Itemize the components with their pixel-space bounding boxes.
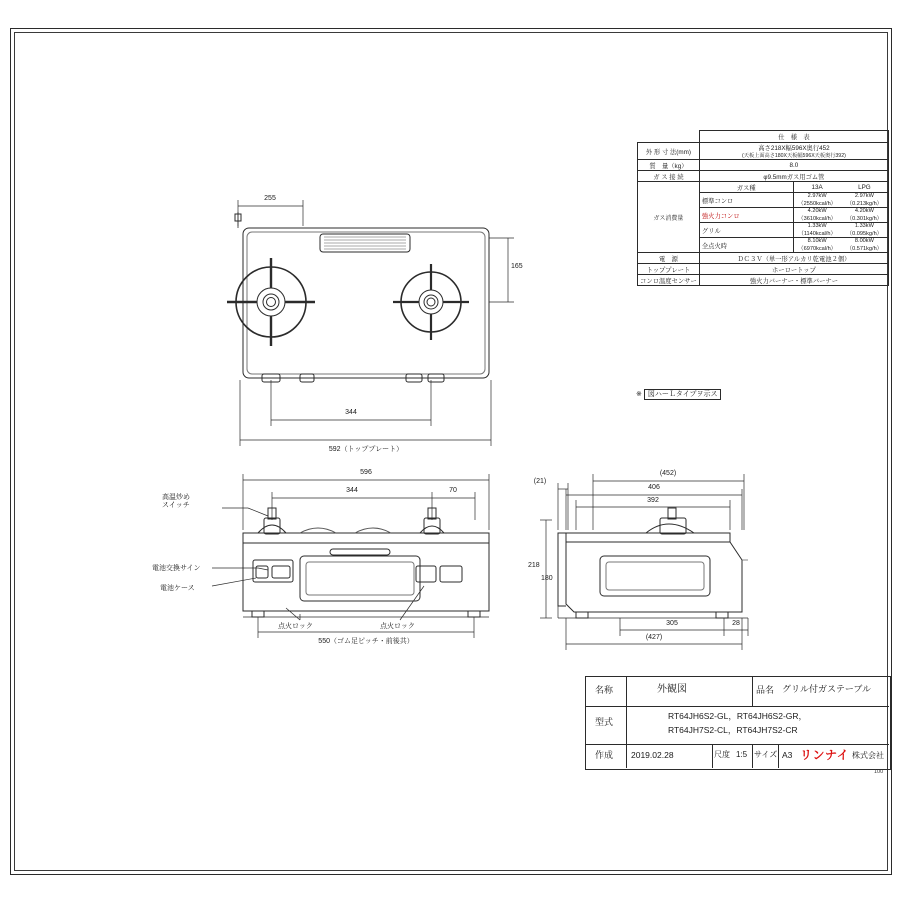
title-item-value: グリル付ガステーブル [782,684,872,694]
callout-battery-case: 電池ケース [160,585,195,592]
title-model-line2: RT64JH7S2-CL，RT64JH7S2-CR [668,725,798,735]
spec-grill-lpg: 1.33kW（0.095kg/h） [846,223,883,237]
type-note-text: 図ハーＬタイプヲ示ス [644,389,722,400]
callout-ignition-lock-right: 点火ロック [380,623,415,630]
spec-header: 仕 様 表 [699,131,888,143]
spec-col-13a: 13A [811,183,823,191]
title-name-label: 名称 [595,685,614,695]
dim-side-392: 392 [647,497,659,504]
spec-gas-type-head: ガス種 [699,182,793,193]
company-logo: リンナイ [800,748,850,762]
spec-total-lpg: 8.00kW（0.571kg/h） [846,238,883,252]
spec-connection-value: φ9.5mmガス用ゴム管 [699,171,888,182]
callout-battery-sign: 電池交換サイン [152,565,201,572]
spec-row-label-weight: 質 量（kg） [638,160,700,171]
front-view-callout-leaders [212,508,424,620]
dim-top-592: 592（トッププレート） [328,446,404,453]
top-view-group [227,212,489,382]
dim-side-21: (21) [533,478,547,485]
callout-high-temp-switch: 高温炒め スイッチ [162,494,190,510]
spec-item-high: 強火力コンロ [699,208,793,223]
dim-side-28: 28 [732,620,740,627]
spec-power-value: ＤＣ３Ｖ（単一形アルカリ乾電池２個） [699,253,888,264]
spec-dim-sub: (天板上面高さ180X天板幅596X天板奥行392) [742,153,846,159]
title-created-value: 2019.02.28 [631,750,674,760]
title-size-label: サイズ [754,750,778,759]
dim-top-255: 255 [264,195,276,202]
spec-high-lpg: 4.20kW（0.301kg/h） [846,208,883,222]
spec-dim-value: 高さ218X幅596X奥行452 [758,145,830,152]
dim-side-406: 406 [648,484,660,491]
spec-item-standard: 標準コンロ [699,193,793,208]
type-note-bullet: ※ [636,391,642,398]
spec-sensor-label: コンロ温度センサー [638,275,700,286]
title-name-value: 外観図 [657,684,687,695]
company-suffix: 株式会社 [852,751,884,760]
spec-total-13a: 8.10kW（6970kcal/h） [798,238,837,252]
spec-item-grill: グリル [699,223,793,238]
title-created-label: 作成 [595,750,614,760]
spec-row-label-connection: ガ ス 接 続 [638,171,700,182]
front-view-group [243,508,489,617]
spec-col-lpg: LPG [858,183,871,191]
callout-ignition-lock-left: 点火ロック [278,623,313,630]
dim-side-218: 218 [528,562,540,569]
title-scale-label: 尺度 [714,750,730,759]
title-scale-value: 1:5 [736,750,748,759]
sheet-number: 100 [874,769,884,775]
spec-power-label: 電 源 [638,253,700,264]
spec-topplate-label: トッププレート [638,264,700,275]
dim-top-165: 165 [511,263,523,270]
spec-standard-lpg: 2.97kW（0.213kg/h） [846,193,883,207]
spec-topplate-value: ホーロートップ [699,264,888,275]
spec-consumption-label: ガス消費量 [638,182,700,253]
spec-sensor-value: 強火力バーナー・標準バーナー [699,275,888,286]
title-model-line1: RT64JH6S2-GL，RT64JH6S2-GR， [668,711,808,721]
title-model-label: 型式 [595,717,614,727]
spec-row-label-dim: 外 形 寸 法(mm) [638,143,700,160]
spec-item-total: 全点火時 [699,238,793,253]
dim-side-427: (427) [645,634,663,641]
side-view-group [558,508,748,618]
dim-side-180: 180 [541,575,553,582]
dim-front-596: 596 [360,469,372,476]
dim-front-550: 550（ゴム足ピッチ・前後共） [318,638,414,645]
title-size-value: A3 [782,750,793,760]
dim-side-305: 305 [666,620,678,627]
dim-front-70: 70 [449,487,457,494]
spec-weight-value: 8.0 [699,160,888,171]
dim-front-344: 344 [346,487,358,494]
dim-side-452: (452) [659,470,677,477]
spec-standard-13a: 2.97kW（2550kcal/h） [798,193,837,207]
title-item-label: 品名 [756,685,775,695]
dim-top-344: 344 [345,409,357,416]
spec-high-13a: 4.20kW（3610kcal/h） [798,208,837,222]
spec-grill-13a: 1.33kW（1140kcal/h） [798,223,837,237]
